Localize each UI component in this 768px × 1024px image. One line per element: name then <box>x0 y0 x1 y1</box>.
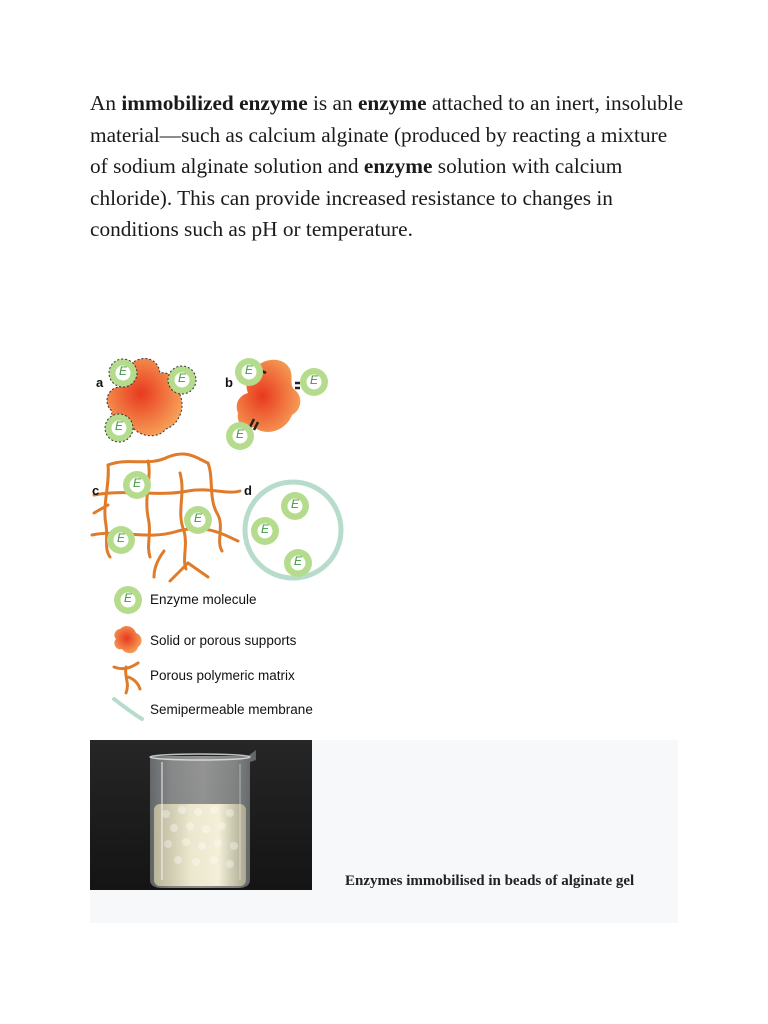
enzyme-label: E <box>291 497 300 511</box>
panel-c-entrapment <box>92 454 240 581</box>
panel-letter-c: c <box>92 483 100 498</box>
enzyme-label: E <box>119 364 128 378</box>
legend-label-membrane: Semipermeable membrane <box>150 702 313 717</box>
enzyme-label: E <box>245 363 254 377</box>
legend-label-matrix: Porous polymeric matrix <box>150 668 295 683</box>
term-enzyme: enzyme <box>357 91 427 115</box>
legend-label-support: Solid or porous supports <box>150 633 297 648</box>
enzyme-label: E <box>194 511 203 525</box>
text-segment: solution with calcium chloride). This can provide increased resistance to changes in conditions such as pH or temperature. <box>90 154 623 241</box>
enzyme-label: E <box>117 531 126 545</box>
enzyme-label: E <box>294 554 303 568</box>
legend-membrane-icon <box>114 699 142 719</box>
enzyme-label: E <box>178 371 187 385</box>
enzyme-label: E <box>310 373 319 387</box>
enzyme-label: E <box>124 591 133 605</box>
text-segment: attached to an inert, insoluble material—such as calcium alginate (produced by reacting a mixture of sodium alginate solution and <box>90 91 684 178</box>
text-segment: An <box>90 91 122 115</box>
panel-letter-a: a <box>96 375 104 390</box>
legend-support-icon <box>114 626 141 653</box>
enzyme-label: E <box>261 522 270 536</box>
intro-paragraph <box>90 88 690 246</box>
enzyme-label: E <box>133 476 142 490</box>
figure-caption: Enzymes immobilised in beads of alginate gel <box>345 873 635 889</box>
polymeric-matrix <box>92 454 240 581</box>
term-immobilized-enzyme: immobilized enzyme <box>121 91 308 115</box>
legend-label-enzyme: Enzyme molecule <box>150 592 257 607</box>
panel-letter-d: d <box>244 483 252 498</box>
beaker-photo <box>90 740 312 890</box>
enzyme-label: E <box>115 419 124 433</box>
legend-matrix-icon <box>114 663 140 693</box>
alginate-beads-figure <box>90 740 678 923</box>
enzyme-label: E <box>236 427 245 441</box>
panel-letter-b: b <box>225 375 233 390</box>
term-enzyme: enzyme <box>363 154 433 178</box>
beaker-illustration <box>90 740 312 890</box>
immobilization-methods-diagram <box>88 345 358 735</box>
text-segment: is an <box>307 91 358 115</box>
